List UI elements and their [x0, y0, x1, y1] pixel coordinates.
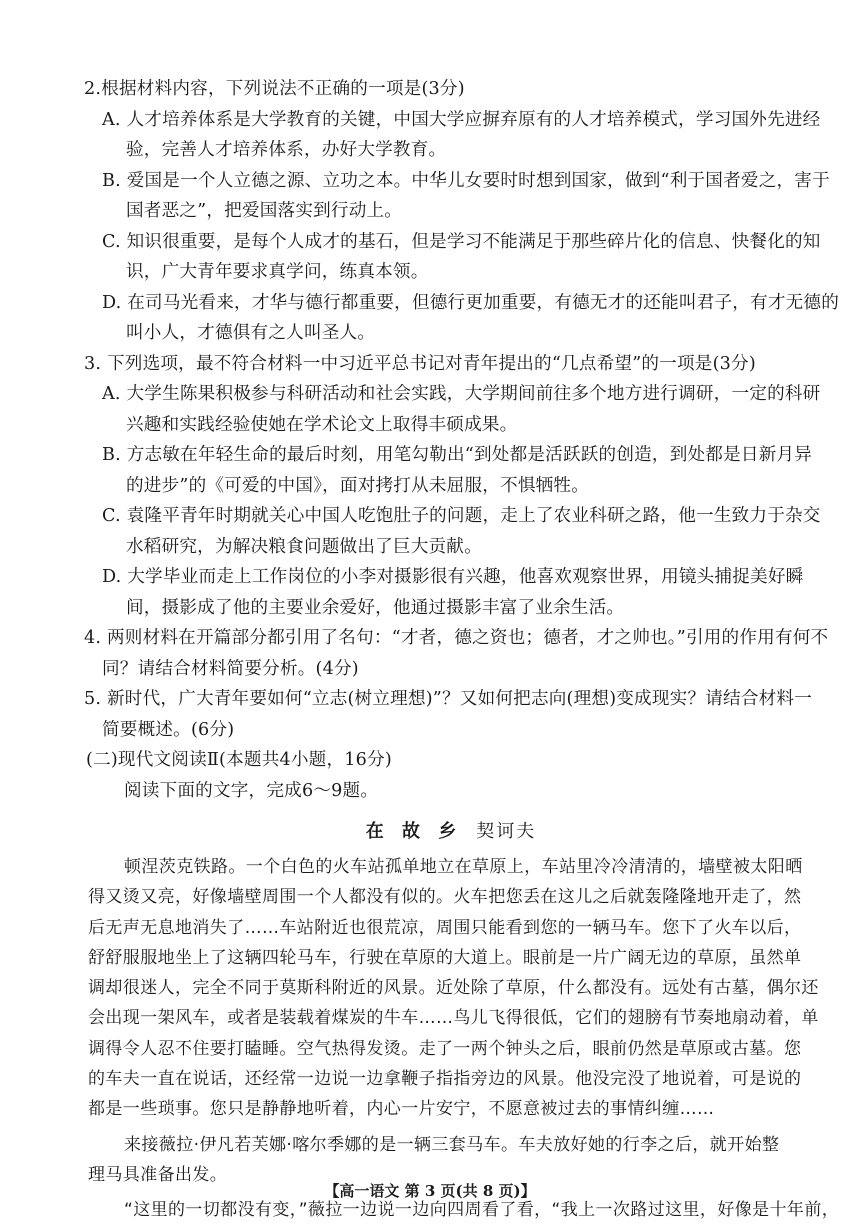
story-line: 后无声无息地消失了……车站附近也很荒凉，周围只能看到您的一辆马车。您下了火车以后， [88, 917, 802, 938]
story-line: 的车夫一直在说话，还经常一边说一边拿鞭子指指旁边的风景。他没完没了地说着，可是说的 [88, 1069, 802, 1090]
option-a: A. 人才培养体系是大学教育的关键，中国大学应摒弃原有的人才培养模式，学习国外先进经 [102, 109, 821, 130]
story-line: 都是一些琐事。您只是静静地听着，内心一片安宁，不愿意被过去的事情纠缠…… [88, 1099, 715, 1120]
story-paragraph-1 [88, 852, 819, 1125]
option-c: C. 袁隆平青年时期就关心中国人吃饱肚子的问题，走上了农业科研之路，他一生致力于杂交 [102, 506, 821, 526]
story-line: 调却很迷人，完全不同于莫斯科附近的风景。近处除了草原，什么都没有。远处有古墓，偶尔还 [88, 978, 819, 999]
question-stem: 5. 新时代，广大青年要如何“立志(树立理想)”？又如何把志向(理想)变成现实？请结合材料一 [84, 689, 812, 709]
question-stem: 4. 两则材料在开篇部分都引用了名句：“才者，德之资也；德者，才之帅也。”引用的作用有何不 [84, 628, 829, 648]
page-footer: 【高一语文 第 3 页(共 8 页)】 [324, 1182, 536, 1200]
story-line: 会出现一架风车，或者是装载着煤炭的牛车……鸟儿飞得很低，它们的翅膀有节奏地扇动着，单 [88, 1008, 819, 1029]
question-stem: 2.根据材料内容，下列说法不正确的一项是(3分) [84, 79, 465, 99]
story-line: 得又烫又亮，好像墙壁周围一个人都没有似的。火车把您丢在这儿之后就轰隆隆地开走了，然 [88, 887, 802, 908]
story-line: 顿涅茨克铁路。一个白色的火车站孤单地立在草原上，车站里冷冷清清的，墙壁被太阳晒 [124, 857, 803, 877]
story-line: “这里的一切都没有变，”薇拉一边说一边向四周看了看，“我上一次路过这里，好像是十年前， [124, 1200, 840, 1221]
question-stem-cont: 同？请结合材料简要分析。(4分) [102, 658, 359, 679]
section-instruction: 阅读下面的文字，完成6～9题。 [124, 780, 379, 801]
option-a-cont: 验，完善人才培养体系，办好大学教育。 [126, 140, 447, 160]
question-stem-cont: 简要概述。(6分) [102, 719, 235, 740]
question-4 [84, 623, 829, 684]
option-c: C. 知识很重要，是每个人成才的基石，但是学习不能满足于那些碎片化的信息、快餐化的知 [102, 231, 821, 252]
option-b-cont: 的进步”的《可爱的中国》，面对拷打从未屈服，不惧牺牲。 [126, 475, 590, 496]
option-a-cont: 兴趣和实践经验使她在学术论文上取得丰硕成果。 [126, 414, 518, 435]
option-d-cont: 叫小人，才德俱有之人叫圣人。 [126, 323, 376, 343]
story-line: 理马具准备出发。 [88, 1164, 228, 1185]
story-author: 契诃夫 [476, 821, 537, 842]
option-b: B. 爱国是一个人立德之源、立功之本。中华儿女要时时想到国家，做到“利于国者爱之，害于 [102, 170, 830, 191]
story-line: 来接薇拉·伊凡若芙娜·喀尔季娜的是一辆三套马车。车夫放好她的行李之后，就开始整 [124, 1134, 780, 1155]
question-5 [84, 684, 814, 745]
section-heading: (二)现代文阅读Ⅱ(本题共4小题，16分) [86, 750, 392, 770]
question-3 [84, 349, 821, 624]
option-c-cont: 水稻研究，为解决粮食问题做出了巨大贡献。 [126, 536, 482, 557]
question-stem: 3. 下列选项，最不符合材料一中习近平总书记对青年提出的“几点希望”的一项是(3分) [84, 353, 756, 374]
question-2 [84, 74, 840, 349]
option-b-cont: 国者恶之”，把爱国落实到行动上。 [126, 201, 403, 221]
story-title-text: 在 故 乡 [365, 821, 463, 842]
story-line: 舒舒服服地坐上了这辆四轮马车，行驶在草原的大道上。眼前是一片广阔无边的草原，虽然单 [88, 947, 802, 968]
option-a: A. 大学生陈果积极参与科研活动和社会实践，大学期间前往多个地方进行调研，一定的科研 [102, 384, 821, 404]
option-b: B. 方志敏在年轻生命的最后时刻，用笔勾勒出“到处都是活跃跃的创造，到处都是日新月异 [102, 445, 813, 465]
option-d: D. 大学毕业而走上工作岗位的小李对摄影很有兴趣，他喜欢观察世界，用镜头捕捉美好瞬 [102, 567, 804, 587]
story-line: 调得令人忍不住要打瞌睡。空气热得发烫。走了一两个钟头之后，眼前仍然是草原或古墓。您 [88, 1038, 802, 1059]
option-c-cont: 识，广大青年要求真学问，练真本领。 [126, 262, 429, 282]
option-d: D. 在司马光看来，才华与德行都重要，但德行更加重要，有德无才的还能叫君子，有才无德的 [102, 292, 840, 313]
option-d-cont: 间，摄影成了他的主要业余爱好，他通过摄影丰富了业余生活。 [126, 597, 625, 618]
story-title [88, 812, 814, 852]
